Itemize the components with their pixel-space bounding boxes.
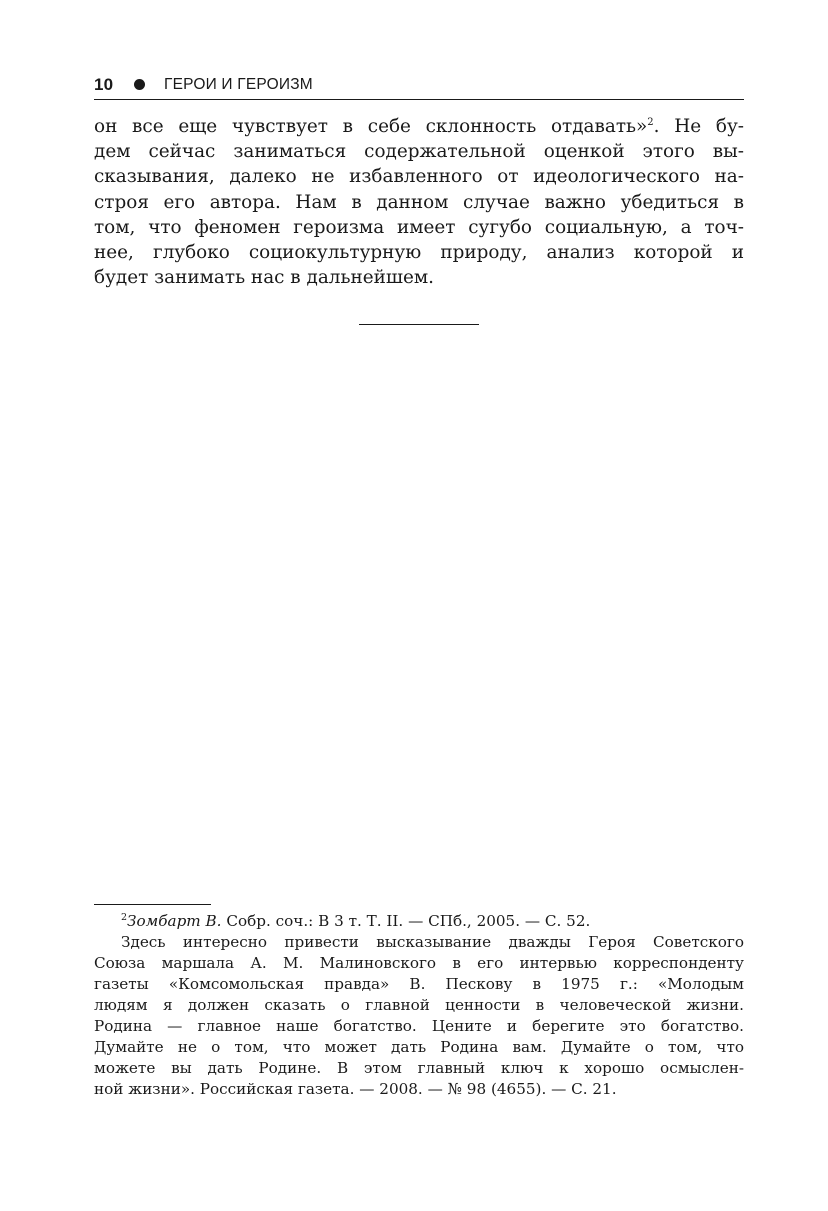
footnote-author: Зомбарт В. <box>127 912 222 930</box>
footnote-line: Здесь интересно привести высказывание дважды Героя Советского <box>121 933 744 951</box>
bullet-icon <box>134 79 145 90</box>
footnote-line: людям я должен сказать о главной ценности в человеческой жизни. <box>94 996 744 1014</box>
body-line: дем сейчас заниматься содержательной оценкой этого вы- <box>94 141 744 163</box>
footnote-citation-line <box>94 911 744 932</box>
footnote-line: Думайте не о том, что может дать Родина вам. Думайте о том, что <box>94 1038 744 1056</box>
footnote-marker: 2 <box>121 912 128 923</box>
body-line: том, что феномен героизма имеет сугубо социальную, а точ- <box>94 216 744 238</box>
footnote-line: можете вы дать Родине. В этом главный ключ к хорошо осмыслен- <box>94 1059 744 1077</box>
page-number: 10 <box>94 75 114 94</box>
body-line-tail: . Не бу- <box>653 116 744 137</box>
page-header <box>94 72 744 100</box>
main-paragraph <box>94 114 744 290</box>
footnote-line: Родина — главное наше богатство. Цените и берегите это богатство. <box>94 1017 744 1035</box>
footnote <box>94 911 744 1100</box>
footnote-reference[interactable]: 2 <box>647 117 654 128</box>
footnote-citation: Собр. соч.: В 3 т. Т. II. — СПб., 2005. — С. 52. <box>221 912 591 930</box>
section-divider <box>359 324 479 325</box>
footnote-line: газеты «Комсомольская правда» В. Пескову в 1975 г.: «Молодым <box>94 975 744 993</box>
body-line: нее, глубоко социокультурную природу, анализ которой и <box>94 242 744 264</box>
body-line <box>94 114 744 139</box>
body-line: строя его автора. Нам в данном случае важно убедиться в <box>94 191 744 213</box>
running-title: ГЕРОИ И ГЕРОИЗМ <box>164 76 313 93</box>
body-line-text: он все еще чувствует в себе склонность отдавать» <box>94 116 648 137</box>
footnote-separator <box>94 904 211 905</box>
footnote-line: ной жизни». Российская газета. — 2008. — № 98 (4655). — С. 21. <box>94 1080 617 1098</box>
body-line: сказывания, далеко не избавленного от идеологического на- <box>94 166 744 188</box>
body-line: будет занимать нас в дальнейшем. <box>94 267 435 289</box>
footnote-line: Союза маршала А. М. Малиновского в его интервью корреспонденту <box>94 954 744 972</box>
